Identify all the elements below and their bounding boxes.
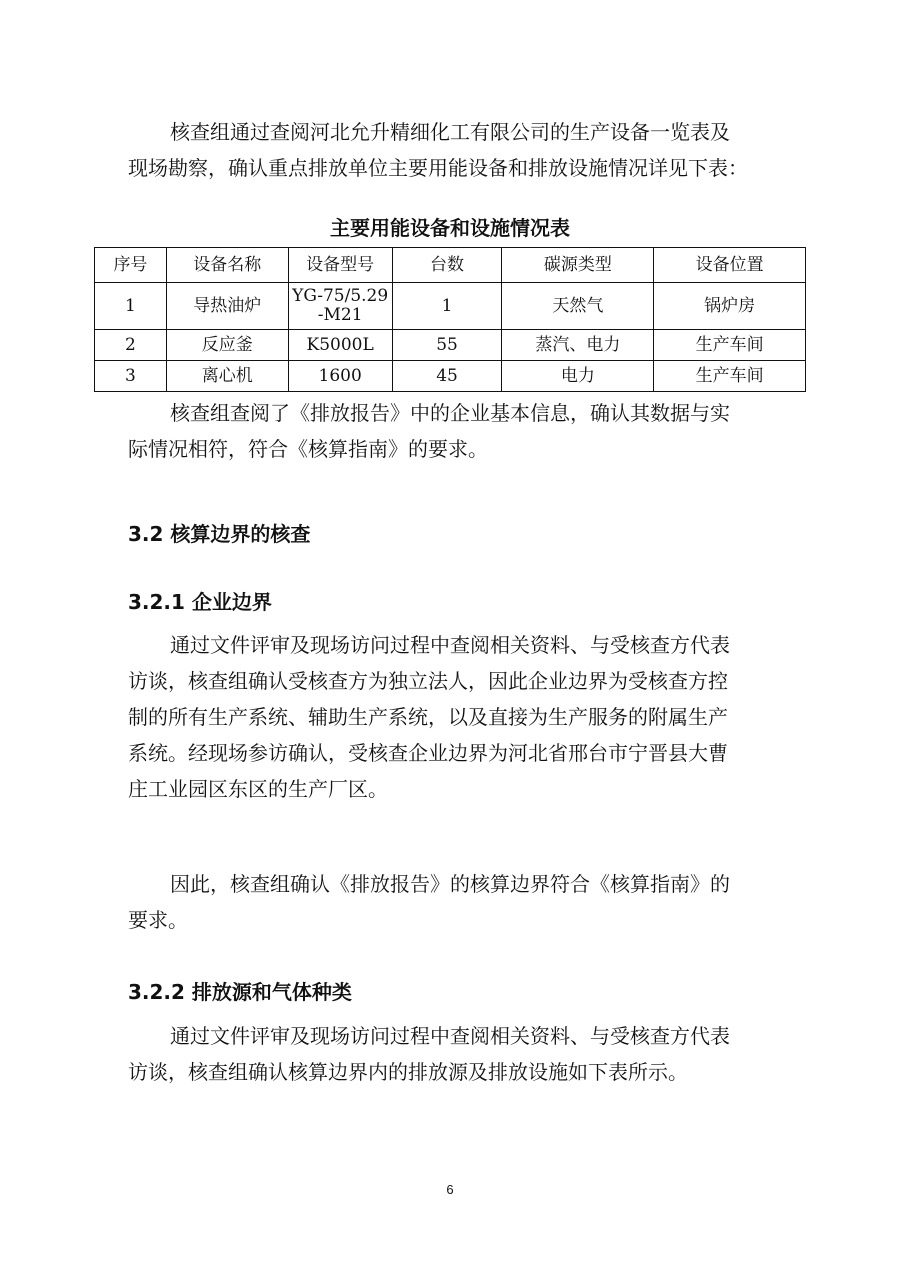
section-heading-3-2-1: 3.2.1 企业边界 [128, 590, 272, 614]
emission-source-paragraph [128, 1018, 776, 1090]
column-header: 台数 [392, 248, 502, 283]
model-line: YG-75/5.29 [292, 286, 389, 306]
text-line: 现场勘察，确认重点排放单位主要用能设备和排放设施情况详见下表： [128, 156, 748, 180]
equipment-table [94, 247, 806, 392]
table-cell: 55 [392, 330, 502, 361]
column-header: 碳源类型 [502, 248, 654, 283]
text-line: 因此，核查组确认《排放报告》的核算边界符合《核算指南》的 [170, 872, 730, 896]
table-cell-model [288, 283, 392, 330]
intro-paragraph [128, 114, 776, 186]
table-cell: 2 [95, 330, 167, 361]
text-line: 通过文件评审及现场访问过程中查阅相关资料、与受核查方代表 [170, 633, 730, 657]
text-line: 庄工业园区东区的生产厂区。 [128, 777, 388, 801]
table-cell: 反应釜 [166, 330, 288, 361]
table-cell: 1600 [288, 361, 392, 392]
model-line: -M21 [317, 305, 363, 325]
table-cell: 生产车间 [654, 361, 806, 392]
table-title: 主要用能设备和设施情况表 [330, 216, 570, 240]
table-cell: 天然气 [502, 283, 654, 330]
table-cell: 电力 [502, 361, 654, 392]
text-line: 际情况相符，符合《核算指南》的要求。 [128, 437, 488, 461]
table-cell: 1 [95, 283, 167, 330]
table-cell: 1 [392, 283, 502, 330]
table-cell: 生产车间 [654, 330, 806, 361]
column-header: 序号 [95, 248, 167, 283]
page-number: 6 [446, 1182, 454, 1197]
text-line: 核查组通过查阅河北允升精细化工有限公司的生产设备一览表及 [170, 120, 730, 144]
table-cell: 离心机 [166, 361, 288, 392]
column-header: 设备位置 [654, 248, 806, 283]
table-cell: 3 [95, 361, 167, 392]
after-table-paragraph [128, 395, 776, 467]
section-heading-3-2: 3.2 核算边界的核查 [128, 522, 311, 546]
text-line: 访谈，核查组确认核算边界内的排放源及排放设施如下表所示。 [128, 1060, 688, 1084]
table-row [95, 330, 806, 361]
text-line: 通过文件评审及现场访问过程中查阅相关资料、与受核查方代表 [170, 1024, 730, 1048]
column-header: 设备型号 [288, 248, 392, 283]
text-line: 核查组查阅了《排放报告》中的企业基本信息，确认其数据与实 [170, 401, 730, 425]
table-row [95, 283, 806, 330]
section-heading-3-2-2: 3.2.2 排放源和气体种类 [128, 980, 352, 1004]
column-header: 设备名称 [166, 248, 288, 283]
table-cell: 锅炉房 [654, 283, 806, 330]
table-cell: 蒸汽、电力 [502, 330, 654, 361]
table-row [95, 361, 806, 392]
table-cell: K5000L [288, 330, 392, 361]
table-header-row [95, 248, 806, 283]
table-cell: 导热油炉 [166, 283, 288, 330]
boundary-conclusion-paragraph [128, 866, 776, 938]
text-line: 访谈，核查组确认受核查方为独立法人，因此企业边界为受核查方控 [128, 669, 728, 693]
text-line: 要求。 [128, 908, 188, 932]
text-line: 制的所有生产系统、辅助生产系统，以及直接为生产服务的附属生产 [128, 705, 728, 729]
table-cell: 45 [392, 361, 502, 392]
text-line: 系统。经现场参访确认，受核查企业边界为河北省邢台市宁晋县大曹 [128, 741, 728, 765]
boundary-paragraph [128, 627, 776, 807]
